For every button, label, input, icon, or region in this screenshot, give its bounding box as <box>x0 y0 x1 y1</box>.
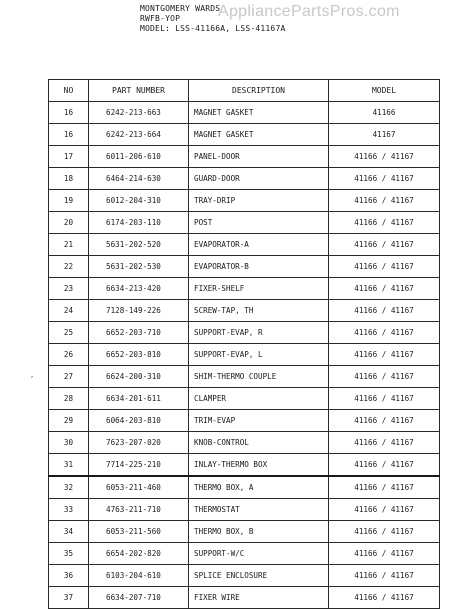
cell-description: SUPPORT-W/C <box>189 543 329 565</box>
table-row <box>49 388 440 410</box>
cell-model: 41166 / 41167 <box>329 432 440 454</box>
cell-part-number: 6064-203-810 <box>89 410 189 432</box>
table-row <box>49 234 440 256</box>
cell-part-number: 6624-200-310 <box>89 366 189 388</box>
cell-no: 17 <box>49 146 89 168</box>
column-header-model: MODEL <box>329 80 440 102</box>
table-row <box>49 124 440 146</box>
cell-part-number: 6103-204-610 <box>89 565 189 587</box>
cell-description: SUPPORT-EVAP, R <box>189 322 329 344</box>
cell-no: 22 <box>49 256 89 278</box>
column-header-description: DESCRIPTION <box>189 80 329 102</box>
cell-description: EVAPORATOR-B <box>189 256 329 278</box>
table-row <box>49 366 440 388</box>
table-row <box>49 256 440 278</box>
cell-part-number: 6652-203-810 <box>89 344 189 366</box>
cell-no: 34 <box>49 521 89 543</box>
cell-model: 41166 / 41167 <box>329 300 440 322</box>
cell-description: FIXER WIRE <box>189 587 329 609</box>
table-body <box>49 102 440 609</box>
doc-code: RWFB-YOP <box>140 14 181 23</box>
cell-model: 41167 <box>329 124 440 146</box>
table-row <box>49 454 440 477</box>
table-row <box>49 344 440 366</box>
cell-part-number: 6242-213-663 <box>89 102 189 124</box>
cell-no: 32 <box>49 476 89 499</box>
cell-no: 20 <box>49 212 89 234</box>
table-row <box>49 565 440 587</box>
cell-description: EVAPORATOR-A <box>189 234 329 256</box>
table-row <box>49 102 440 124</box>
cell-part-number: 6174-203-110 <box>89 212 189 234</box>
cell-part-number: 6634-201-611 <box>89 388 189 410</box>
cell-model: 41166 / 41167 <box>329 454 440 477</box>
cell-no: 18 <box>49 168 89 190</box>
cell-description: SUPPORT-EVAP, L <box>189 344 329 366</box>
table-row <box>49 543 440 565</box>
table-row <box>49 168 440 190</box>
margin-mark: , <box>30 371 35 379</box>
cell-model: 41166 <box>329 102 440 124</box>
table-row <box>49 146 440 168</box>
cell-part-number: 5631-202-520 <box>89 234 189 256</box>
cell-no: 33 <box>49 499 89 521</box>
cell-part-number: 6053-211-460 <box>89 476 189 499</box>
cell-part-number: 6634-213-420 <box>89 278 189 300</box>
cell-no: 27 <box>49 366 89 388</box>
cell-no: 36 <box>49 565 89 587</box>
cell-model: 41166 / 41167 <box>329 234 440 256</box>
watermark: AppliancePartsPros.com <box>218 3 400 20</box>
parts-table <box>48 79 440 609</box>
cell-part-number: 5631-202-530 <box>89 256 189 278</box>
table-row <box>49 432 440 454</box>
cell-no: 19 <box>49 190 89 212</box>
cell-no: 26 <box>49 344 89 366</box>
cell-description: POST <box>189 212 329 234</box>
cell-description: MAGNET GASKET <box>189 124 329 146</box>
cell-no: 35 <box>49 543 89 565</box>
table-row <box>49 587 440 609</box>
cell-description: INLAY-THERMO BOX <box>189 454 329 477</box>
cell-part-number: 6012-204-310 <box>89 190 189 212</box>
cell-model: 41166 / 41167 <box>329 146 440 168</box>
cell-model: 41166 / 41167 <box>329 366 440 388</box>
table-row <box>49 410 440 432</box>
cell-model: 41166 / 41167 <box>329 322 440 344</box>
table-row <box>49 212 440 234</box>
cell-no: 37 <box>49 587 89 609</box>
cell-part-number: 6242-213-664 <box>89 124 189 146</box>
table-row <box>49 521 440 543</box>
table-row <box>49 499 440 521</box>
cell-part-number: 6652-203-710 <box>89 322 189 344</box>
cell-part-number: 6053-211-560 <box>89 521 189 543</box>
cell-part-number: 6634-207-710 <box>89 587 189 609</box>
cell-no: 30 <box>49 432 89 454</box>
cell-model: 41166 / 41167 <box>329 587 440 609</box>
cell-no: 21 <box>49 234 89 256</box>
cell-description: PANEL-DOOR <box>189 146 329 168</box>
cell-no: 24 <box>49 300 89 322</box>
cell-description: FIXER-SHELF <box>189 278 329 300</box>
cell-part-number: 6011-206-610 <box>89 146 189 168</box>
cell-description: SCREW-TAP, TH <box>189 300 329 322</box>
cell-model: 41166 / 41167 <box>329 521 440 543</box>
cell-part-number: 7128-149-226 <box>89 300 189 322</box>
cell-description: TRIM-EVAP <box>189 410 329 432</box>
cell-model: 41166 / 41167 <box>329 168 440 190</box>
cell-description: THERMOSTAT <box>189 499 329 521</box>
cell-model: 41166 / 41167 <box>329 499 440 521</box>
cell-part-number: 7714-225-210 <box>89 454 189 477</box>
cell-description: SHIM-THERMO COUPLE <box>189 366 329 388</box>
table-row <box>49 322 440 344</box>
table-row <box>49 190 440 212</box>
cell-no: 25 <box>49 322 89 344</box>
cell-no: 16 <box>49 124 89 146</box>
column-header-no: NO <box>49 80 89 102</box>
cell-no: 28 <box>49 388 89 410</box>
table-row <box>49 476 440 499</box>
cell-description: THERMO BOX, A <box>189 476 329 499</box>
cell-model: 41166 / 41167 <box>329 565 440 587</box>
column-header-part-number: PART NUMBER <box>89 80 189 102</box>
cell-no: 29 <box>49 410 89 432</box>
cell-description: GUARD-DOOR <box>189 168 329 190</box>
company-name: MONTGOMERY WARDS <box>140 4 221 13</box>
cell-part-number: 4763-211-710 <box>89 499 189 521</box>
cell-description: TRAY-DRIP <box>189 190 329 212</box>
cell-model: 41166 / 41167 <box>329 410 440 432</box>
cell-model: 41166 / 41167 <box>329 344 440 366</box>
table-row <box>49 278 440 300</box>
cell-description: SPLICE ENCLOSURE <box>189 565 329 587</box>
cell-no: 23 <box>49 278 89 300</box>
cell-part-number: 6464-214-630 <box>89 168 189 190</box>
cell-model: 41166 / 41167 <box>329 278 440 300</box>
cell-part-number: 7623-207-020 <box>89 432 189 454</box>
cell-model: 41166 / 41167 <box>329 476 440 499</box>
cell-model: 41166 / 41167 <box>329 388 440 410</box>
cell-part-number: 6654-202-820 <box>89 543 189 565</box>
cell-description: MAGNET GASKET <box>189 102 329 124</box>
cell-description: KNOB-CONTROL <box>189 432 329 454</box>
cell-description: CLAMPER <box>189 388 329 410</box>
cell-model: 41166 / 41167 <box>329 212 440 234</box>
cell-no: 31 <box>49 454 89 477</box>
cell-model: 41166 / 41167 <box>329 543 440 565</box>
table-header-row <box>49 80 440 102</box>
model-line: MODEL: LSS-41166A, LSS-41167A <box>140 24 286 33</box>
cell-model: 41166 / 41167 <box>329 190 440 212</box>
cell-description: THERMO BOX, B <box>189 521 329 543</box>
cell-no: 16 <box>49 102 89 124</box>
table-row <box>49 300 440 322</box>
cell-model: 41166 / 41167 <box>329 256 440 278</box>
